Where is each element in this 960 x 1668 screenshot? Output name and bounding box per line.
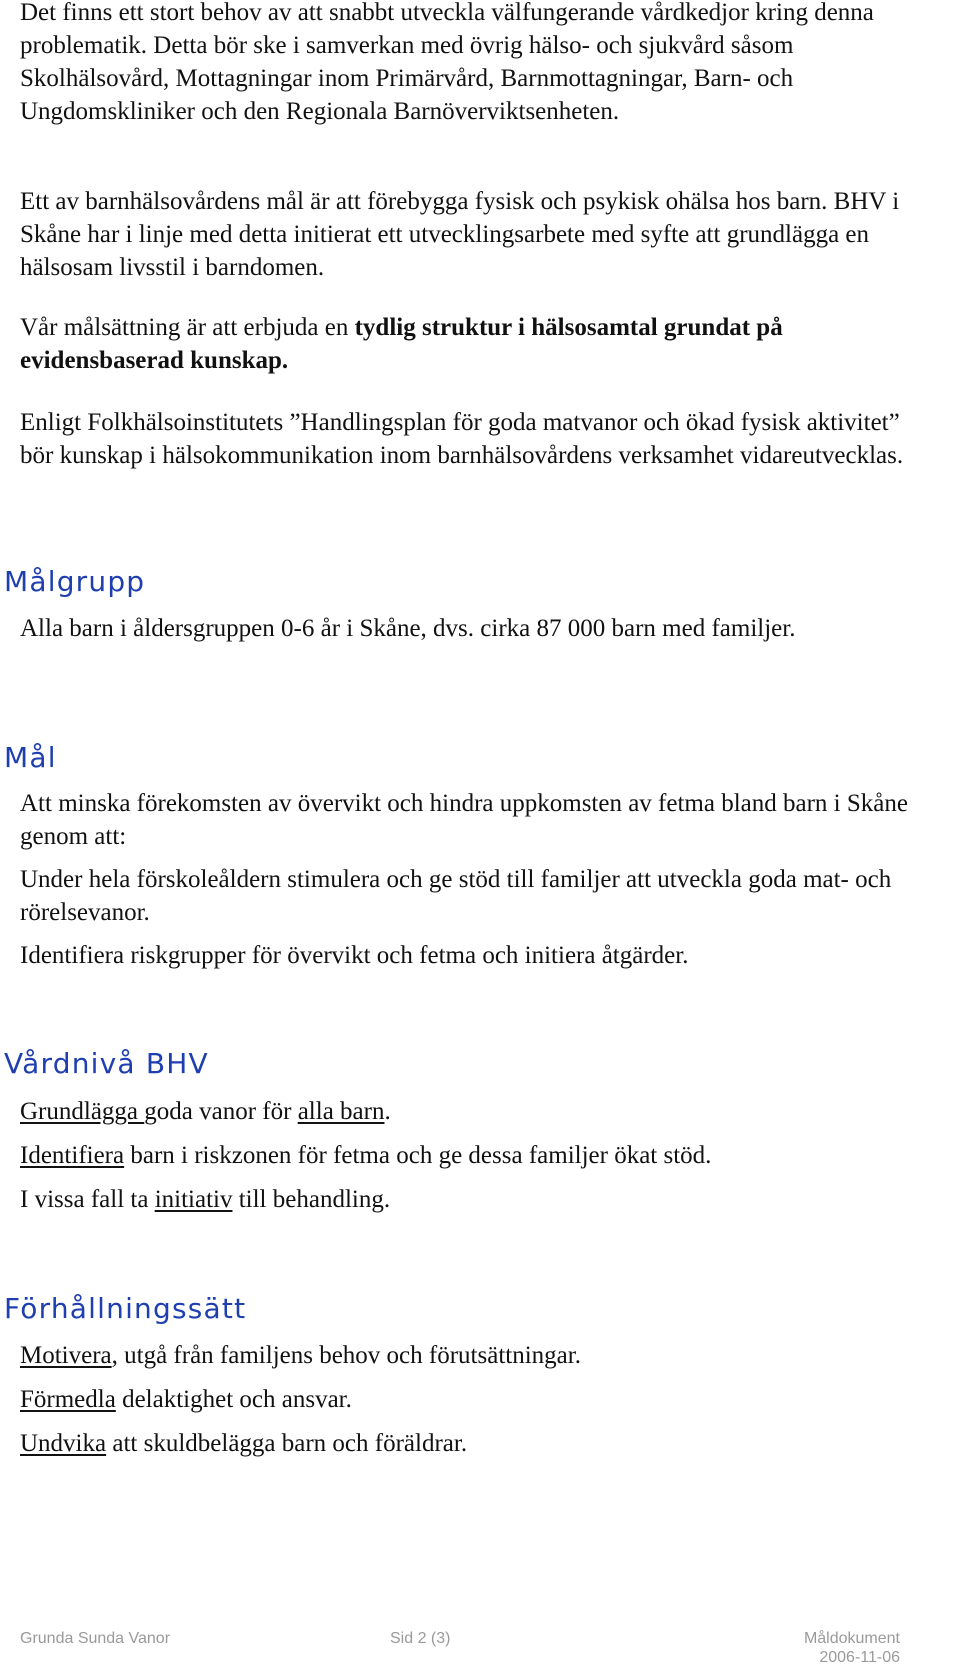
- vardniva-line-3: [20, 1183, 930, 1216]
- intro-paragraph: Det finns ett stort behov av att snabbt utveckla välfungerande vårdkedjor kring denna problematik. Detta bör ske i samverkan med övrig hälso- och sjukvård såsom Skolhälsovård, Mottagningar inom Primärvård, Barnmottagningar, Barn- och Ungdomskliniker och den Regionala Barnöverviktsenheten.: [20, 0, 874, 125]
- vardniva-line-2-text: barn i riskzonen för fetma och ge dessa familjer ökat stöd.: [124, 1142, 712, 1169]
- forhallningssatt-underline-undvika: Undvika: [20, 1430, 107, 1457]
- heading-mal: Mål: [4, 741, 57, 774]
- heading-forhallningssatt: Förhållningssätt: [4, 1292, 247, 1325]
- aim-paragraph-text: Vår målsättning är att erbjuda en: [20, 314, 355, 341]
- forhallningssatt-line-1-text: , utgå från familjens behov och förutsättningar.: [111, 1342, 581, 1369]
- vardniva-line-3-end: till behandling.: [232, 1186, 391, 1213]
- forhallningssatt-line-1: [20, 1339, 930, 1372]
- vardniva-underline-grundlagga: Grundlägga: [20, 1098, 145, 1125]
- footer-page-number: Sid 2 (3): [390, 1630, 451, 1647]
- vardniva-line-3-text: I vissa fall ta: [20, 1186, 155, 1213]
- vardniva-underline-initiativ: initiativ: [154, 1186, 233, 1213]
- vardniva-underline-alla-barn: alla barn: [297, 1098, 385, 1125]
- mal-paragraph-3: Identifiera riskgrupper för övervikt och fetma och initiera åtgärder.: [20, 942, 689, 969]
- aim-paragraph: [20, 311, 930, 377]
- footer-left: Grunda Sunda Vanor: [20, 1630, 171, 1647]
- vardniva-line-2: [20, 1139, 930, 1172]
- footer-doc-title: Måldokument: [803, 1630, 900, 1647]
- forhallningssatt-line-3: [20, 1427, 930, 1460]
- forhallningssatt-line-3-text: att skuldbelägga barn och föräldrar.: [106, 1430, 468, 1457]
- malgrupp-text: Alla barn i åldersgruppen 0-6 år i Skåne, dvs. cirka 87 000 barn med familjer.: [20, 615, 796, 642]
- forhallningssatt-line-2: [20, 1383, 930, 1416]
- vardniva-underline-identifiera: Identifiera: [20, 1142, 125, 1169]
- mal-paragraph-1: Att minska förekomsten av övervikt och hindra uppkomsten av fetma bland barn i Skåne genom att:: [20, 790, 908, 850]
- aim-paragraph-bold: tydlig struktur i hälsosamtal grundat på evidensbaserad kunskap.: [20, 314, 783, 374]
- forhallningssatt-line-2-text: delaktighet och ansvar.: [115, 1386, 352, 1413]
- forhallningssatt-underline-motivera: Motivera: [20, 1342, 112, 1369]
- folkhalso-paragraph: Enligt Folkhälsoinstitutets ”Handlingsplan för goda matvanor och ökad fysisk aktivitet” bör kunskap i hälsokommunikation inom barnhälsovårdens verksamhet vidareutvecklas.: [20, 409, 904, 469]
- vardniva-line-1-end: .: [384, 1098, 391, 1125]
- heading-vardniva: Vårdnivå BHV: [4, 1047, 209, 1080]
- forhallningssatt-underline-formedla: Förmedla: [20, 1386, 116, 1413]
- vardniva-line-1-text: goda vanor för: [144, 1098, 298, 1125]
- heading-malgrupp: Målgrupp: [4, 565, 146, 598]
- footer-date: 2006-11-06: [819, 1649, 900, 1666]
- goal-paragraph: Ett av barnhälsovårdens mål är att förebygga fysisk och psykisk ohälsa hos barn. BHV i Skåne har i linje med detta initierat ett utvecklingsarbete med syfte att grundlägga en hälsosam livsstil i barndomen.: [20, 188, 900, 281]
- vardniva-line-1: [20, 1095, 930, 1128]
- mal-paragraph-2: Under hela förskoleåldern stimulera och ge stöd till familjer att utveckla goda mat- och rörelsevanor.: [20, 866, 892, 926]
